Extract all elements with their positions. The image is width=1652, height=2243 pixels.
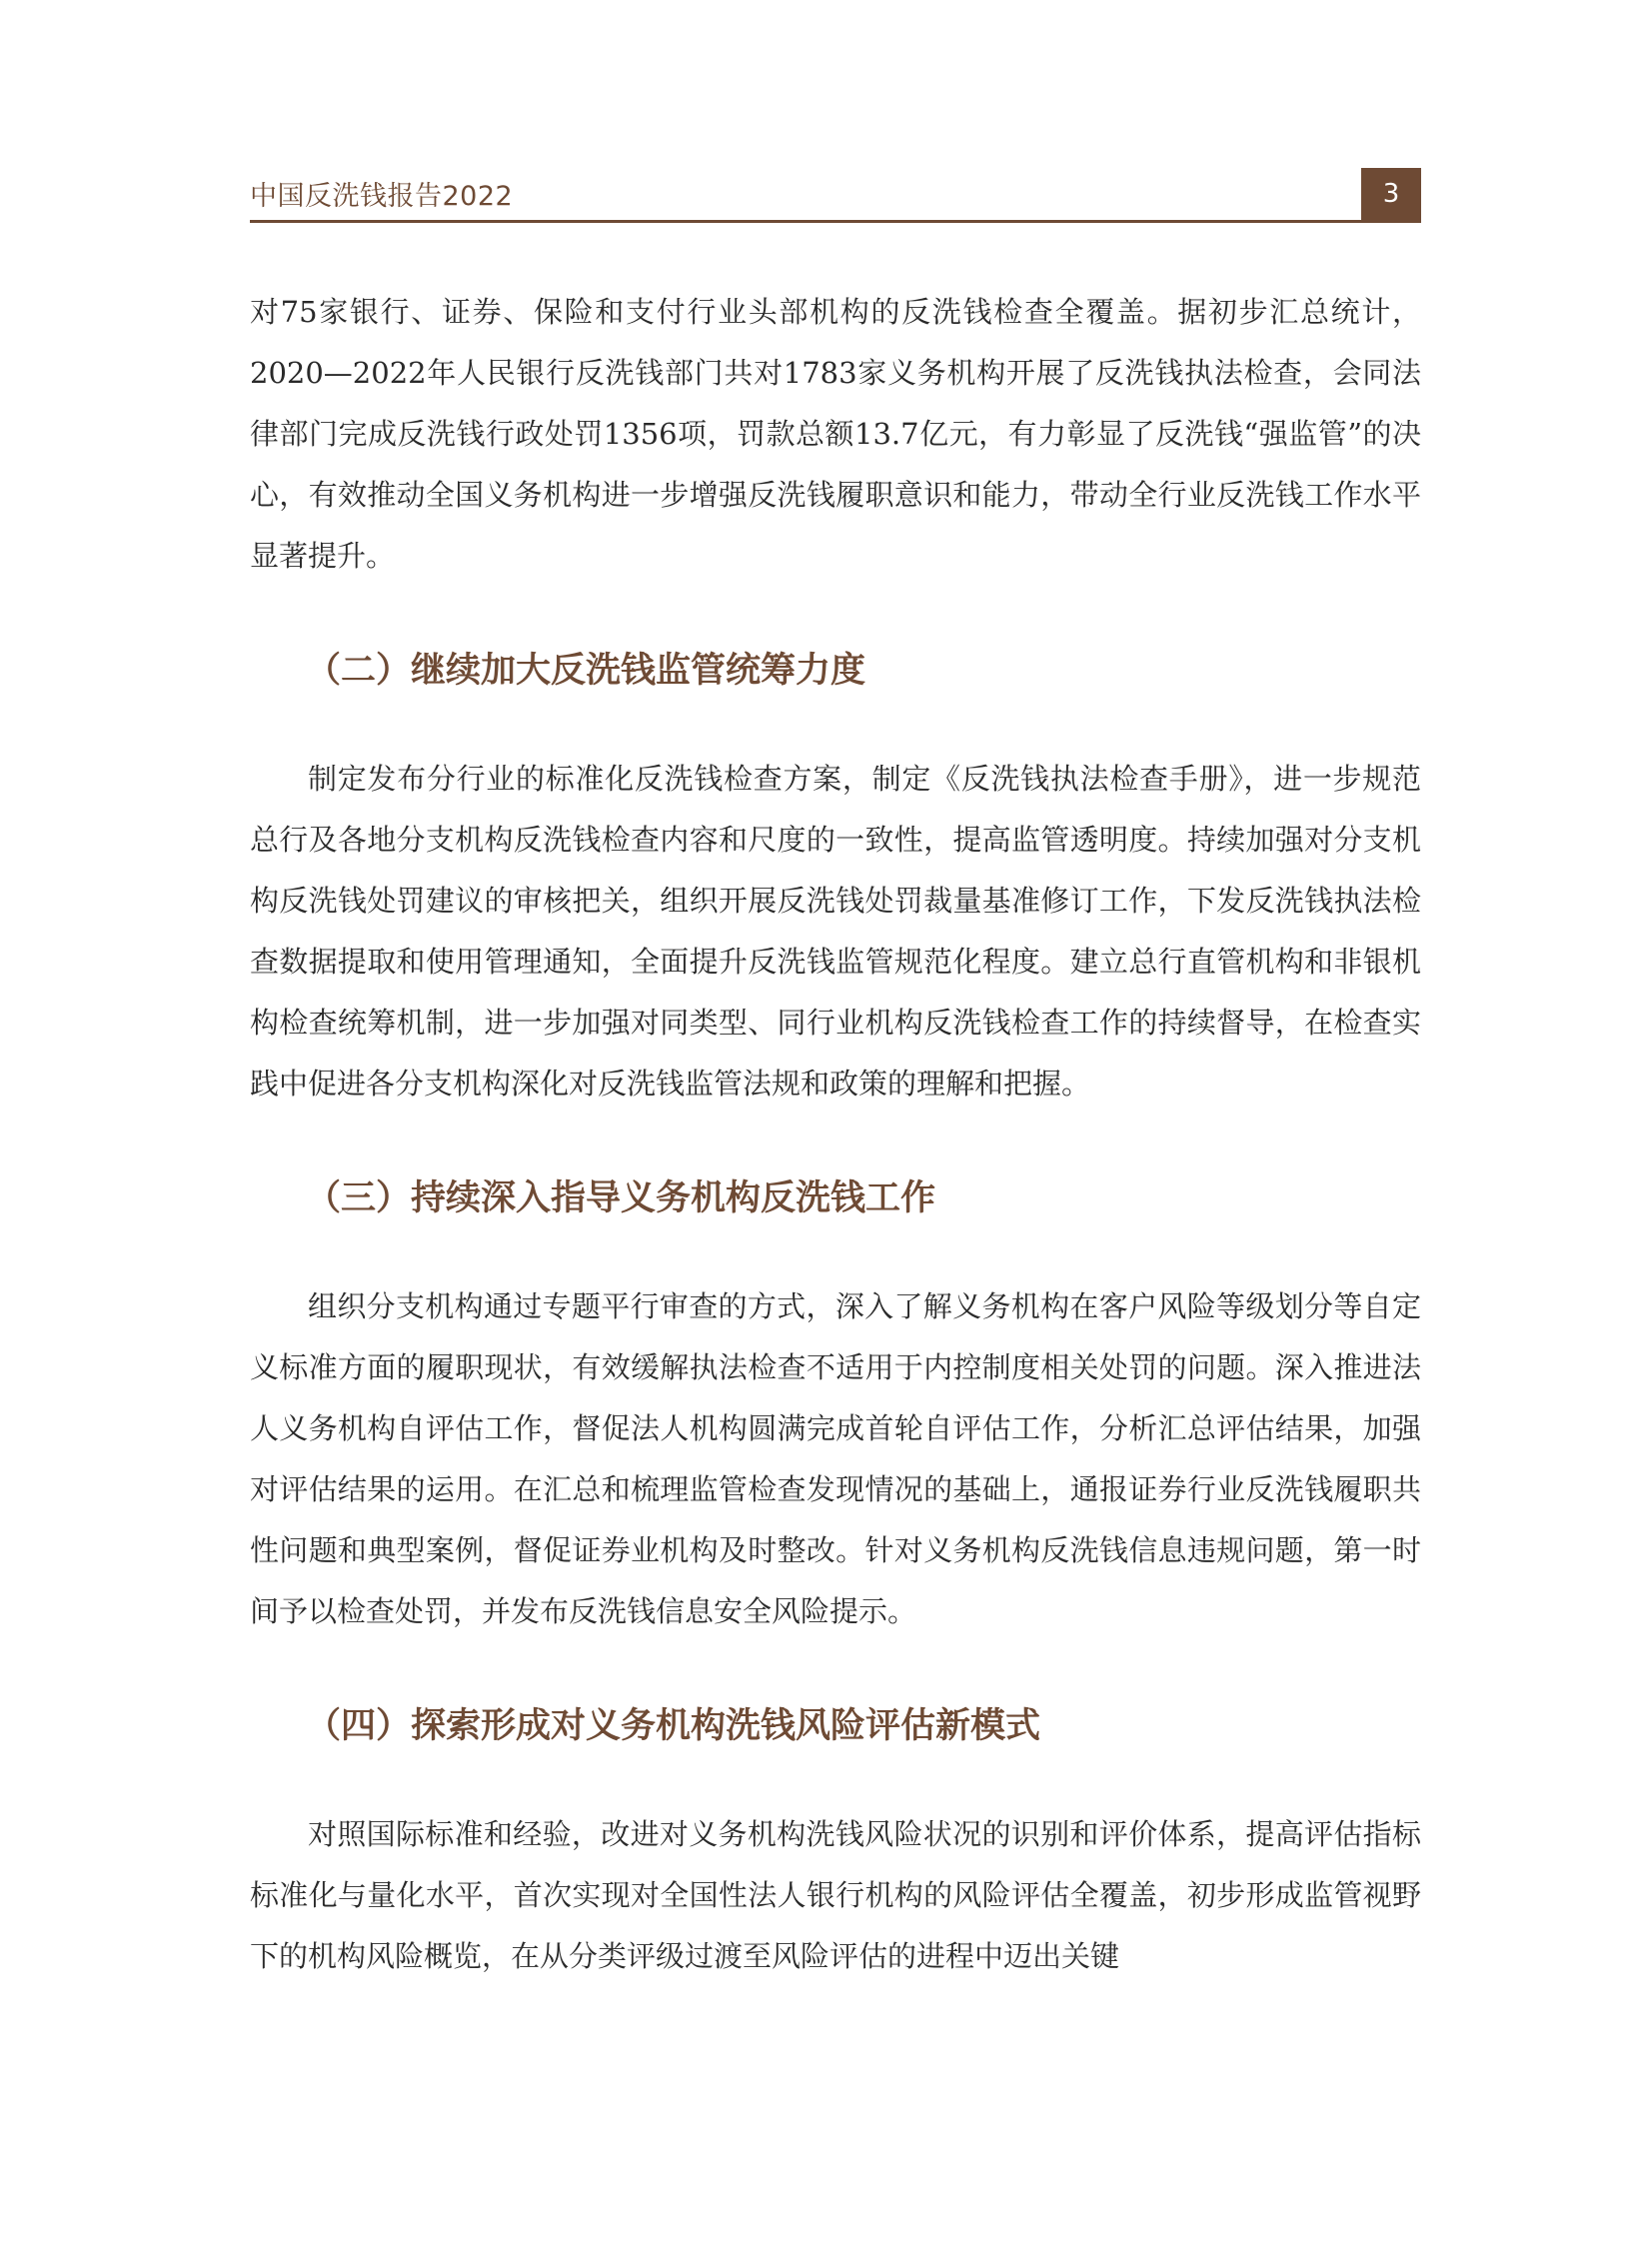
section-heading-4: （四）探索形成对义务机构洗钱风险评估新模式 xyxy=(306,1706,1041,1746)
section-paragraph-4: 对照国际标准和经验，改进对义务机构洗钱风险状况的识别和评价体系，提高评估指标标准化与量化水平，首次实现对全国性法人银行机构的风险评估全覆盖，初步形成监管视野下的机构风险概览，在从分类评级过渡至风险评估的进程中迈出关键 xyxy=(250,1817,1421,1973)
running-header xyxy=(250,168,1421,223)
header-title: 中国反洗钱报告2022 xyxy=(250,181,514,212)
section-heading-3: （三）持续深入指导义务机构反洗钱工作 xyxy=(306,1178,936,1218)
section-paragraph-2: 制定发布分行业的标准化反洗钱检查方案，制定《反洗钱执法检查手册》，进一步规范总行及各地分支机构反洗钱检查内容和尺度的一致性，提高监管透明度。持续加强对分支机构反洗钱处罚建议的审核把关，组织开展反洗钱处罚裁量基准修订工作，下发反洗钱执法检查数据提取和使用管理通知，全面提升反洗钱监管规范化程度。建立总行直管机构和非银机构检查统筹机制，进一步加强对同类型、同行业机构反洗钱检查工作的持续督导，在检查实践中促进各分支机构深化对反洗钱监管法规和政策的理解和把握。 xyxy=(250,762,1421,1101)
page-content xyxy=(250,282,1421,1987)
section-paragraph-3: 组织分支机构通过专题平行审查的方式，深入了解义务机构在客户风险等级划分等自定义标准方面的履职现状，有效缓解执法检查不适用于内控制度相关处罚的问题。深入推进法人义务机构自评估工作，督促法人机构圆满完成首轮自评估工作，分析汇总评估结果，加强对评估结果的运用。在汇总和梳理监管检查发现情况的基础上，通报证券行业反洗钱履职共性问题和典型案例，督促证券业机构及时整改。针对义务机构反洗钱信息违规问题，第一时间予以检查处罚，并发布反洗钱信息安全风险提示。 xyxy=(250,1289,1421,1628)
page-number: 3 xyxy=(1361,168,1421,220)
intro-paragraph: 对75家银行、证券、保险和支付行业头部机构的反洗钱检查全覆盖。据初步汇总统计，2020—2022年人民银行反洗钱部门共对1783家义务机构开展了反洗钱执法检查，会同法律部门完成反洗钱行政处罚1356项，罚款总额13.7亿元，有力彰显了反洗钱“强监管”的决心，有效推动全国义务机构进一步增强反洗钱履职意识和能力，带动全行业反洗钱工作水平显著提升。 xyxy=(250,295,1421,573)
section-heading-2: （二）继续加大反洗钱监管统筹力度 xyxy=(306,651,866,691)
